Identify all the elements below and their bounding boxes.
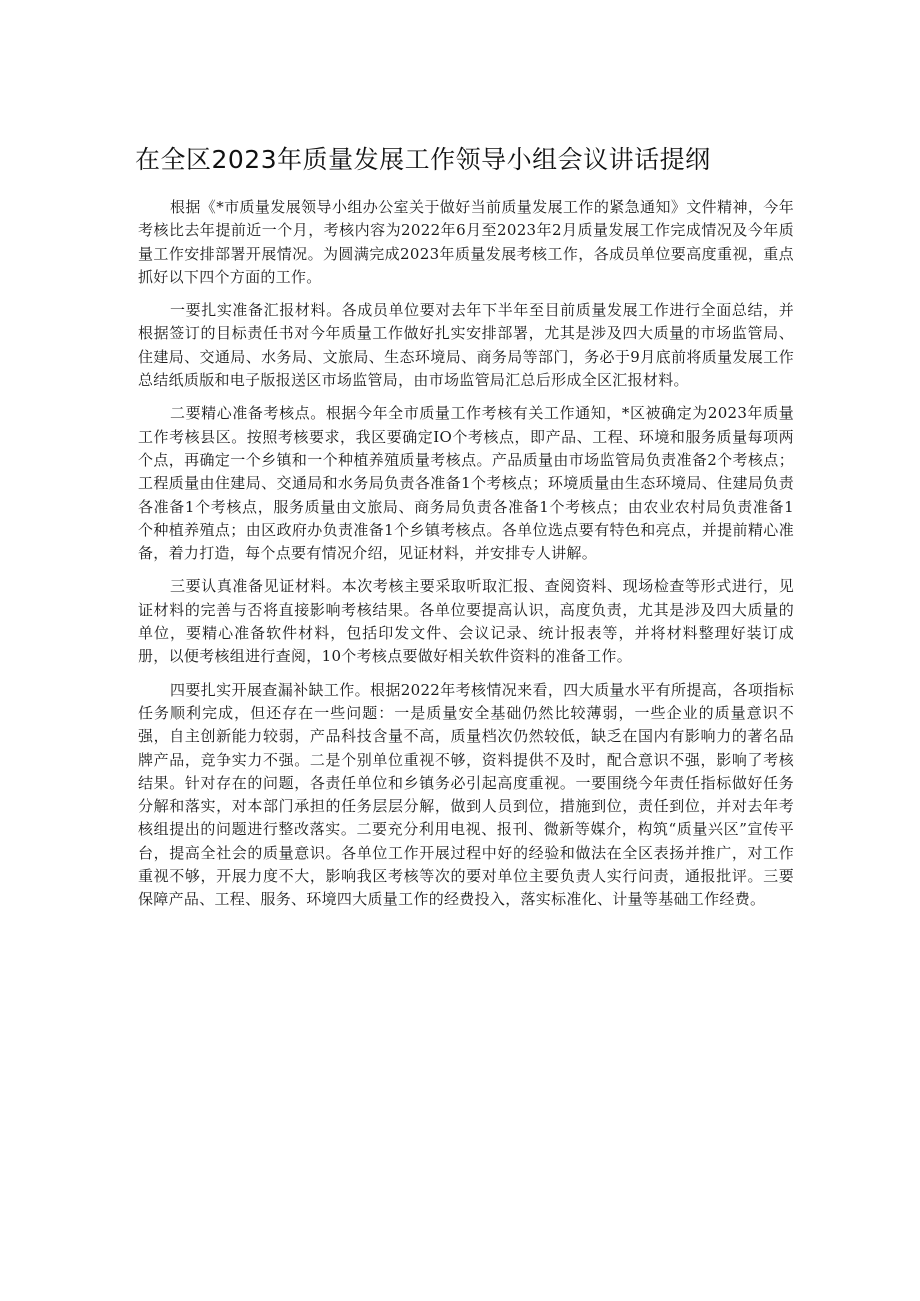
paragraph-report-materials: 一要扎实准备汇报材料。各成员单位要对去年下半年至目前质量发展工作进行全面总结，并根据签订的目标责任书对今年质量工作做好扎实安排部署，尤其是涉及四大质量的市场监管局、住建局、交通局、水务局、文旅局、生态环境局、商务局等部门，务必于9月底前将质量发展工作总结纸质版和电子版报送区市场监管局，由市场监管局汇总后形成全区汇报材料。	[138, 301, 794, 390]
paragraph-inspection-points: 二要精心准备考核点。根据今年全市质量工作考核有关工作通知，*区被确定为2023年质量工作考核县区。按照考核要求，我区要确定IO个考核点，即产品、工程、环境和服务质量每项两个点，再确定一个乡镇和一个种植养殖质量考核点。产品质量由市场监管局负责准备2个考核点；工程质量由住建局、交通局和水务局负责各准备1个考核点；环境质量由生态环境局、住建局负责各准备1个考核点，服务质量由文旅局、商务局负责各准备1个考核点；由农业农村局负责准备1个种植养殖点；由区政府办负责准备1个乡镇考核点。各单位选点要有特色和亮点，并提前精心准备，着力打造，每个点要有情况介绍，见证材料，并安排专人讲解。	[138, 404, 794, 563]
paragraph-evidence-materials: 三要认真准备见证材料。本次考核主要采取听取汇报、查阅资料、现场检查等形式进行，见证材料的完善与否将直接影响考核结果。各单位要提高认识，高度负责，尤其是涉及四大质量的单位，要精心准备软件材料，包括印发文件、会议记录、统计报表等，并将材料整理好装订成册，以便考核组进行查阅，10个考核点要做好相关软件资料的准备工作。	[138, 577, 794, 666]
document-body	[138, 196, 794, 922]
paragraph-gap-filling: 四要扎实开展查漏补缺工作。根据2022年考核情况来看，四大质量水平有所提高，各项指标任务顺利完成，但还存在一些问题：一是质量安全基础仍然比较薄弱，一些企业的质量意识不强，自主创新能力较弱，产品科技含量不高，质量档次仍然较低，缺乏在国内有影响力的著名品牌产品，竞争实力不强。二是个别单位重视不够，资料提供不及时，配合意识不强，影响了考核结果。针对存在的问题，各责任单位和乡镇务必引起高度重视。一要围绕今年责任指标做好任务分解和落实，对本部门承担的任务层层分解，做到人员到位，措施到位，责任到位，并对去年考核组提出的问题进行整改落实。二要充分利用电视、报刊、微新等媒介，构筑“质量兴区”宣传平台，提高全社会的质量意识。各单位工作开展过程中好的经验和做法在全区表扬并推广，对工作重视不够，开展力度不大，影响我区考核等次的要对单位主要负责人实行问责，通报批评。三要保障产品、工程、服务、环境四大质量工作的经费投入，落实标准化、计量等基础工作经费。	[138, 680, 794, 909]
paragraph-intro: 根据《*市质量发展领导小组办公室关于做好当前质量发展工作的紧急通知》文件精神，今年考核比去年提前近一个月，考核内容为2022年6月至2023年2月质量发展工作完成情况及今年质量工作安排部署开展情况。为圆满完成2023年质量发展考核工作，各成员单位要高度重视，重点抓好以下四个方面的工作。	[138, 198, 794, 286]
document-title: 在全区2023年质量发展工作领导小组会议讲话提纲	[135, 145, 711, 174]
